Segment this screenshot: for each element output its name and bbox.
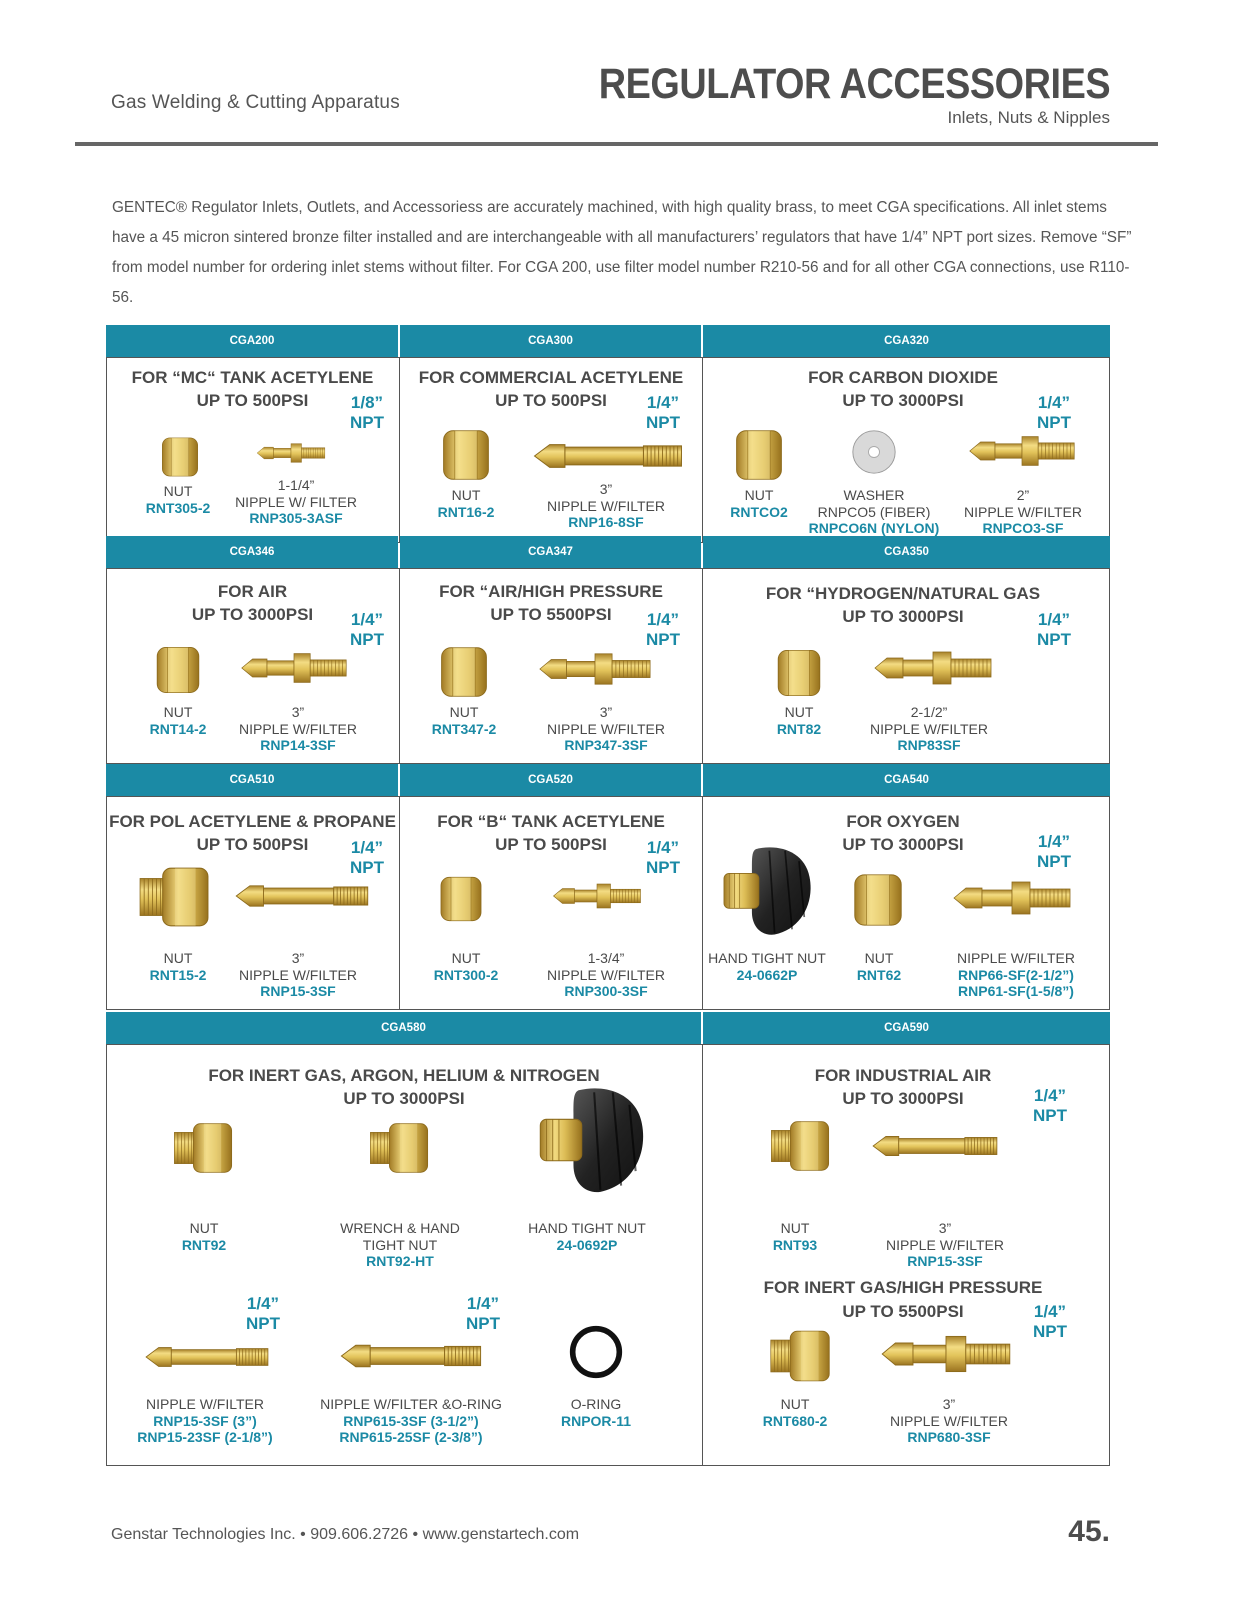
- part-number: 24-0662P: [736, 966, 798, 983]
- heading-line2: UP TO 500PSI: [495, 835, 607, 854]
- part-nipple-rnp16-8sf: [536, 481, 676, 531]
- part-number: RNTCO2: [730, 503, 788, 520]
- part-label: NUT: [451, 487, 481, 503]
- nut-icon: [138, 866, 210, 928]
- part-number: RNPCO6N (NYLON): [808, 520, 940, 536]
- part-number-alt: RNP15-23SF (2-1/8”): [137, 1429, 273, 1445]
- part-nipple-rnp615-3sf: [314, 1396, 508, 1446]
- part-label: NUT: [451, 950, 481, 966]
- part-nut-rnt347-2: [424, 704, 504, 737]
- npt-label: NPT: [1037, 630, 1071, 649]
- npt-label: NPT: [466, 1314, 500, 1333]
- part-number: RNT347-2: [431, 720, 497, 737]
- cell-cga300: [400, 357, 702, 543]
- part-label: NUT: [784, 704, 814, 720]
- part-nipple-rnp15-3sf-b: [875, 1220, 1015, 1270]
- part-label: HAND TIGHT NUT: [708, 950, 826, 966]
- part-number: RNP16-8SF: [568, 514, 644, 530]
- part-number: RNP14-3SF: [260, 737, 336, 753]
- cell-cga510: [106, 796, 399, 1010]
- part-label: NUT: [780, 1220, 810, 1236]
- nipple-icon: [879, 1332, 1013, 1376]
- bar-cga520: CGA520: [400, 764, 701, 796]
- nipple-icon: [863, 648, 1003, 688]
- npt-label: NPT: [350, 413, 384, 432]
- part-label: NIPPLE W/FILTER: [547, 720, 665, 737]
- nut-icon: [426, 644, 502, 700]
- cell-cga520: [400, 796, 702, 1010]
- part-nut-rnt300-2: [426, 950, 506, 983]
- part-nut-rnt16-2: [426, 487, 506, 520]
- part-size: 1-1/4”: [277, 477, 315, 493]
- nut-icon: [849, 868, 907, 932]
- npt-label: NPT: [646, 630, 680, 649]
- npt-size: 1/4”: [350, 838, 384, 857]
- part-label: NIPPLE W/FILTER: [239, 966, 357, 983]
- page-number: 45.: [1068, 1515, 1110, 1548]
- part-size: 3”: [942, 1396, 956, 1412]
- bar-cga300: CGA300: [400, 325, 701, 357]
- nipple-icon: [867, 1130, 1003, 1162]
- product-grid: [106, 325, 1136, 1500]
- nut-icon: [152, 640, 204, 700]
- part-size: 1-3/4”: [587, 950, 625, 966]
- npt-label: NPT: [1037, 852, 1071, 871]
- header-section-label: Gas Welding & Cutting Apparatus: [111, 92, 400, 113]
- nipple-icon: [967, 433, 1077, 469]
- part-washer-rnpco6n: [801, 487, 947, 537]
- part-number: RNT92: [181, 1236, 227, 1253]
- npt-size: 1/4”: [246, 1294, 280, 1313]
- cell-cga346: [106, 568, 399, 764]
- part-size: 3”: [291, 704, 305, 720]
- part-label: NUT: [780, 1396, 810, 1412]
- part-nipple-rnp15-3sf: [228, 950, 368, 1000]
- heading-line2: UP TO 3000PSI: [842, 835, 964, 854]
- part-sub: RNPCO5 (FIBER): [817, 503, 931, 520]
- part-number: RNT16-2: [437, 503, 495, 520]
- heading-line4: UP TO 5500PSI: [842, 1302, 964, 1321]
- part-nipple-rnp83sf: [859, 704, 999, 754]
- part-nipple-rnp14-3sf: [228, 704, 368, 754]
- part-size: 3”: [599, 704, 613, 720]
- npt-size: 1/4”: [1033, 1086, 1067, 1105]
- part-label: NUT: [163, 704, 193, 720]
- part-label: WASHER: [843, 487, 905, 503]
- part-nipple-rnpco3-sf: [953, 487, 1093, 537]
- part-nipple-rnp347-3sf: [536, 704, 676, 754]
- cell-cga540: [703, 796, 1110, 1010]
- part-nut-rnt93: [755, 1220, 835, 1253]
- part-label-2: TIGHT NUT: [362, 1236, 438, 1253]
- part-label: NIPPLE W/ FILTER: [235, 493, 357, 510]
- part-label: HAND TIGHT NUT: [528, 1220, 646, 1236]
- page-subtitle: Inlets, Nuts & Nipples: [947, 108, 1110, 127]
- part-nipple-rnp680-3sf: [879, 1396, 1019, 1446]
- part-nut-rntco2: [719, 487, 799, 520]
- heading-line1: FOR POL ACETYLENE & PROPANE: [109, 812, 396, 831]
- cell-cga580: [106, 1044, 702, 1466]
- part-number: RNT300-2: [433, 966, 499, 983]
- part-nut-rnt92: [164, 1220, 244, 1253]
- part-o-ring-rnpor-11: [546, 1396, 646, 1429]
- npt-cga350: [1029, 610, 1079, 650]
- part-number: RNP15-3SF (3”): [153, 1412, 257, 1429]
- part-number: RNP305-3ASF: [249, 510, 343, 526]
- footer-company: Genstar Technologies Inc. • 909.606.2726 • www.genstartech.com: [111, 1526, 580, 1543]
- bar-cga320: CGA320: [703, 325, 1110, 357]
- nut-icon: [172, 1122, 234, 1174]
- hand-tight-nut-icon: [717, 840, 813, 940]
- part-size: 3”: [599, 481, 613, 497]
- page-title: REGULATOR ACCESSORIES: [598, 60, 1110, 108]
- heading-line2: UP TO 500PSI: [196, 835, 309, 854]
- npt-label: NPT: [1033, 1322, 1067, 1341]
- heading-line1: FOR CARBON DIOXIDE: [808, 368, 998, 387]
- npt-label: NPT: [646, 858, 680, 877]
- bar-cga510: CGA510: [106, 764, 398, 796]
- npt-label: NPT: [350, 630, 384, 649]
- bar-cga580: CGA580: [106, 1012, 701, 1044]
- heading-line1: FOR “MC“ TANK ACETYLENE: [131, 368, 374, 387]
- part-hand-tight-nut-24-0692p: [522, 1220, 652, 1253]
- part-number: RNP15-3SF: [260, 983, 336, 999]
- cell-cga320: [703, 357, 1110, 543]
- part-label: NIPPLE W/FILTER: [146, 1396, 264, 1412]
- part-label: NUT: [163, 950, 193, 966]
- heading-line1: FOR INDUSTRIAL AIR: [814, 1066, 992, 1085]
- npt-size: 1/8”: [350, 393, 384, 412]
- part-number: RNP680-3SF: [907, 1429, 991, 1445]
- part-size: 3”: [291, 950, 305, 966]
- part-size: 3”: [938, 1220, 952, 1236]
- part-label: NIPPLE W/FILTER: [239, 720, 357, 737]
- part-label: NUT: [744, 487, 774, 503]
- part-hand-tight-nut-24-0662p: [705, 950, 829, 983]
- npt-size: 1/4”: [646, 610, 680, 629]
- part-label: NIPPLE W/FILTER: [886, 1236, 1004, 1253]
- part-number: RNP300-3SF: [564, 983, 648, 999]
- part-label: NIPPLE W/FILTER: [890, 1412, 1008, 1429]
- heading-line2: UP TO 3000PSI: [842, 1089, 964, 1108]
- heading-line2: UP TO 5500PSI: [490, 605, 612, 624]
- part-number: RNPCO3-SF: [982, 520, 1064, 536]
- part-number: RNT62: [856, 966, 902, 983]
- npt-size: 1/4”: [1037, 832, 1071, 851]
- part-nut-rnt62: [839, 950, 919, 983]
- part-number: RNT680-2: [762, 1412, 828, 1429]
- npt-cga320: [1029, 393, 1079, 433]
- npt-label: NPT: [646, 413, 680, 432]
- hand-tight-nut-icon: [532, 1082, 646, 1196]
- npt-cga300: [638, 393, 688, 433]
- heading-line1: FOR “AIR/HIGH PRESSURE: [439, 582, 663, 601]
- nipple-icon: [530, 650, 660, 688]
- intro-paragraph: GENTEC® Regulator Inlets, Outlets, and Accessoriess are accurately machined, with high quality brass, to meet CGA specifications. All inlet stems have a 45 micron sintered bronze filter installed and are interchangeable with all manufacturers’ regulators that have 1/4” NPT port sizes. Remove “SF” from model number for ordering inlet stems without filter. For CGA 200, use filter model number R210-56 and for all other CGA connections, use R110-56.: [112, 199, 1132, 306]
- npt-size: 1/4”: [646, 393, 680, 412]
- part-size: 2”: [1016, 487, 1030, 503]
- npt-label: NPT: [1037, 413, 1071, 432]
- npt-size: 1/4”: [350, 610, 384, 629]
- part-size: 2-1/2”: [910, 704, 948, 720]
- cell-cga347: [400, 568, 702, 764]
- nipple-icon: [256, 437, 326, 469]
- nut-icon: [731, 425, 787, 485]
- part-number-alt: RNP61-SF(1-5/8”): [958, 983, 1074, 999]
- heading-line2: UP TO 3000PSI: [191, 605, 314, 624]
- heading-line1: FOR AIR: [217, 582, 288, 601]
- part-nipple-rnp300-3sf: [536, 950, 676, 1000]
- npt-label: NPT: [350, 858, 384, 877]
- part-nipple-rnp66-sf: [941, 950, 1091, 1000]
- nipple-icon: [234, 878, 370, 914]
- heading-line1: FOR “B“ TANK ACETYLENE: [437, 812, 665, 831]
- nipple-oring-icon: [338, 1338, 484, 1374]
- part-label: NUT: [449, 704, 479, 720]
- part-nut-rnt14-2: [138, 704, 218, 737]
- npt-label: NPT: [1033, 1106, 1067, 1125]
- part-label: NUT: [163, 483, 193, 499]
- part-number-alt: RNP615-25SF (2-3/8”): [339, 1429, 483, 1445]
- npt-size: 1/4”: [646, 838, 680, 857]
- npt-cga590-b: [1025, 1302, 1075, 1342]
- npt-size: 1/4”: [1033, 1302, 1067, 1321]
- o-ring-icon: [568, 1324, 624, 1380]
- bar-cga590: CGA590: [703, 1012, 1110, 1044]
- part-nipple-rnp305-3asf: [226, 477, 366, 527]
- nut-icon: [769, 1328, 831, 1384]
- cell-cga200: [106, 357, 399, 543]
- npt-cga346: [342, 610, 392, 650]
- heading-line1: FOR “HYDROGEN/NATURAL GAS: [765, 584, 1041, 603]
- part-number: RNP66-SF(2-1/2”): [958, 966, 1074, 983]
- part-number: RNP83SF: [897, 737, 961, 753]
- npt-label: NPT: [246, 1314, 280, 1333]
- part-label: NIPPLE W/FILTER &O-RING: [320, 1396, 502, 1412]
- wrench-nut-icon: [368, 1122, 430, 1174]
- heading-line1: FOR OXYGEN: [846, 812, 960, 831]
- heading-line2: UP TO 500PSI: [196, 391, 309, 410]
- part-nut-rnt680-2: [755, 1396, 835, 1429]
- nut-icon: [438, 425, 494, 485]
- npt-cga200: [342, 393, 392, 433]
- bar-cga200: CGA200: [106, 325, 398, 357]
- part-nut-rnt82: [759, 704, 839, 737]
- bar-cga347: CGA347: [400, 536, 701, 568]
- heading-line2: UP TO 3000PSI: [842, 607, 964, 626]
- cell-cga590: [703, 1044, 1110, 1466]
- part-number: 24-0692P: [556, 1236, 618, 1253]
- part-number: RNT14-2: [149, 720, 207, 737]
- part-wrench-nut-rnt92-ht: [330, 1220, 470, 1270]
- npt-cga540: [1029, 832, 1079, 872]
- nut-icon: [773, 642, 825, 704]
- part-number: RNT92-HT: [366, 1253, 434, 1269]
- npt-cga520: [638, 838, 688, 878]
- npt-size: 1/4”: [1037, 610, 1071, 629]
- part-number: RNP15-3SF: [907, 1253, 983, 1269]
- nipple-icon: [552, 878, 642, 914]
- nipple-icon: [144, 1340, 270, 1374]
- part-number: RNT93: [772, 1236, 818, 1253]
- part-label: NIPPLE W/FILTER: [547, 966, 665, 983]
- bar-cga540: CGA540: [703, 764, 1110, 796]
- npt-cga510: [342, 838, 392, 878]
- part-label: WRENCH & HAND: [340, 1220, 460, 1236]
- part-label: O-RING: [570, 1396, 622, 1412]
- nut-icon: [158, 432, 202, 482]
- nut-icon: [769, 1120, 831, 1172]
- cell-cga350: [703, 568, 1110, 764]
- part-nut-rnt15-2: [138, 950, 218, 983]
- npt-cga347: [638, 610, 688, 650]
- npt-size: 1/4”: [1037, 393, 1071, 412]
- heading-line1: FOR INERT GAS, ARGON, HELIUM & NITROGEN: [208, 1066, 600, 1085]
- bar-cga350: CGA350: [703, 536, 1110, 568]
- heading-line2: UP TO 3000PSI: [343, 1089, 465, 1108]
- part-number: RNT82: [776, 720, 822, 737]
- part-number: RNP347-3SF: [564, 737, 648, 753]
- part-label: NIPPLE W/FILTER: [547, 497, 665, 514]
- part-label: NIPPLE W/FILTER: [957, 950, 1075, 966]
- part-number: RNT15-2: [149, 966, 207, 983]
- nipple-icon: [947, 878, 1077, 918]
- npt-cga580-a: [238, 1294, 288, 1334]
- part-label: NIPPLE W/FILTER: [964, 503, 1082, 520]
- part-nipple-rnp15-3sf: [130, 1396, 280, 1446]
- npt-cga580-b: [458, 1294, 508, 1334]
- part-label: NUT: [189, 1220, 219, 1236]
- nipple-icon: [528, 437, 688, 475]
- heading-line3: FOR INERT GAS/HIGH PRESSURE: [763, 1278, 1043, 1297]
- part-number: RNT305-2: [145, 499, 211, 516]
- bar-cga346: CGA346: [106, 536, 398, 568]
- part-number: RNPOR-11: [560, 1412, 632, 1429]
- part-label: NUT: [864, 950, 894, 966]
- nut-icon: [436, 870, 486, 928]
- npt-cga590: [1025, 1086, 1075, 1126]
- nipple-icon: [234, 650, 354, 686]
- washer-icon: [851, 429, 897, 475]
- npt-size: 1/4”: [466, 1294, 500, 1313]
- part-nut-rnt305-2: [138, 483, 218, 516]
- header-rule: [75, 142, 1158, 146]
- heading-line2: UP TO 3000PSI: [842, 391, 964, 410]
- heading-line1: FOR COMMERCIAL ACETYLENE: [418, 368, 684, 387]
- part-number: RNP615-3SF (3-1/2”): [343, 1412, 479, 1429]
- part-label: NIPPLE W/FILTER: [870, 720, 988, 737]
- heading-line2: UP TO 500PSI: [495, 391, 607, 410]
